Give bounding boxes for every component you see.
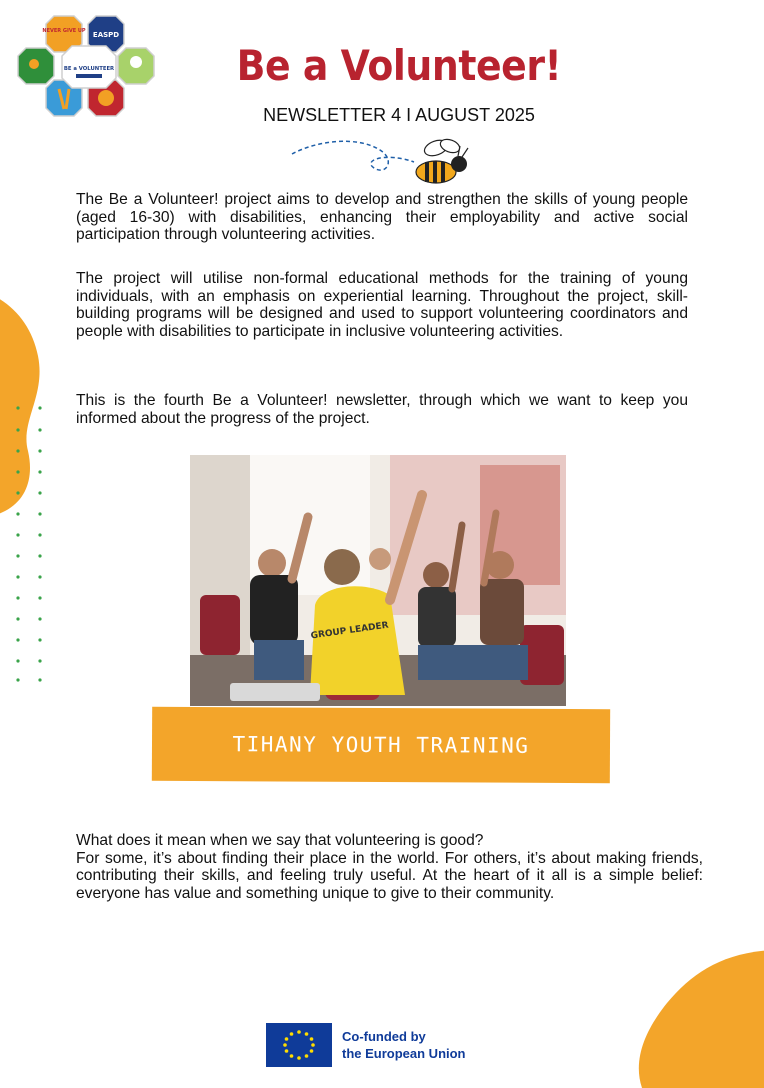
green-dots-decoration: [15, 405, 45, 685]
page-title: Be a Volunteer!: [236, 41, 562, 90]
bee-illustration: [288, 134, 478, 190]
body-question: What does it mean when we say that volunteering is good?: [76, 832, 484, 849]
logo-badge-text-easpd: EASPD: [92, 31, 120, 39]
shirt-text: GROUP LEADER: [310, 620, 390, 642]
intro-paragraph-3: This is the fourth Be a Volunteer! newsletter, through which we want to keep you informed about the progress of the project.: [76, 392, 688, 427]
event-banner: [152, 707, 610, 783]
logo-eu-strip: [76, 74, 102, 78]
eu-cofunded-text: [342, 1028, 466, 1062]
intro-paragraph-2: The project will utilise non-formal educational methods for the training of young individuals, with an emphasis on experiential learning. Throughout the project, skill-building programs will be designed and used to support volunteering coordinators and people with disabilities to participate in inclusive volunteering activities.: [76, 270, 688, 340]
newsletter-subtitle: NEWSLETTER 4 I AUGUST 2025: [263, 105, 535, 125]
project-logo: [14, 14, 164, 120]
training-photo: [190, 455, 566, 706]
logo-circle-icon: [130, 56, 142, 68]
logo-badge-text-never: NEVER GIVE UP: [42, 28, 86, 34]
eu-text-line-1: Co-funded by: [342, 1029, 426, 1044]
bee-icon: [416, 137, 468, 183]
orange-blob-bottom-right: [622, 948, 764, 1088]
logo-sun-icon: [29, 59, 39, 69]
eu-flag-icon: [266, 1023, 332, 1067]
intro-paragraph-1: The Be a Volunteer! project aims to develop and strengthen the skills of young people (aged 16-30) with disabilities, enhancing their employability and active social participation through volunteering activities.: [76, 191, 688, 243]
body-text: [76, 832, 703, 902]
eu-cofunded-badge: [266, 1023, 466, 1067]
flight-path-dashes: [292, 141, 414, 170]
logo-center-text: BE a VOLUNTEER: [63, 66, 115, 72]
event-banner-label: TIHANY YOUTH TRAINING: [232, 732, 530, 758]
logo-head-icon: [98, 90, 114, 106]
body-answer: For some, it’s about finding their place in the world. For others, it’s about making friends, contributing their skills, and feeling truly useful. At the heart of it all is a simple belief: everyone has value and something unique to give to their community.: [76, 849, 703, 902]
eu-text-line-2: the European Union: [342, 1046, 466, 1061]
